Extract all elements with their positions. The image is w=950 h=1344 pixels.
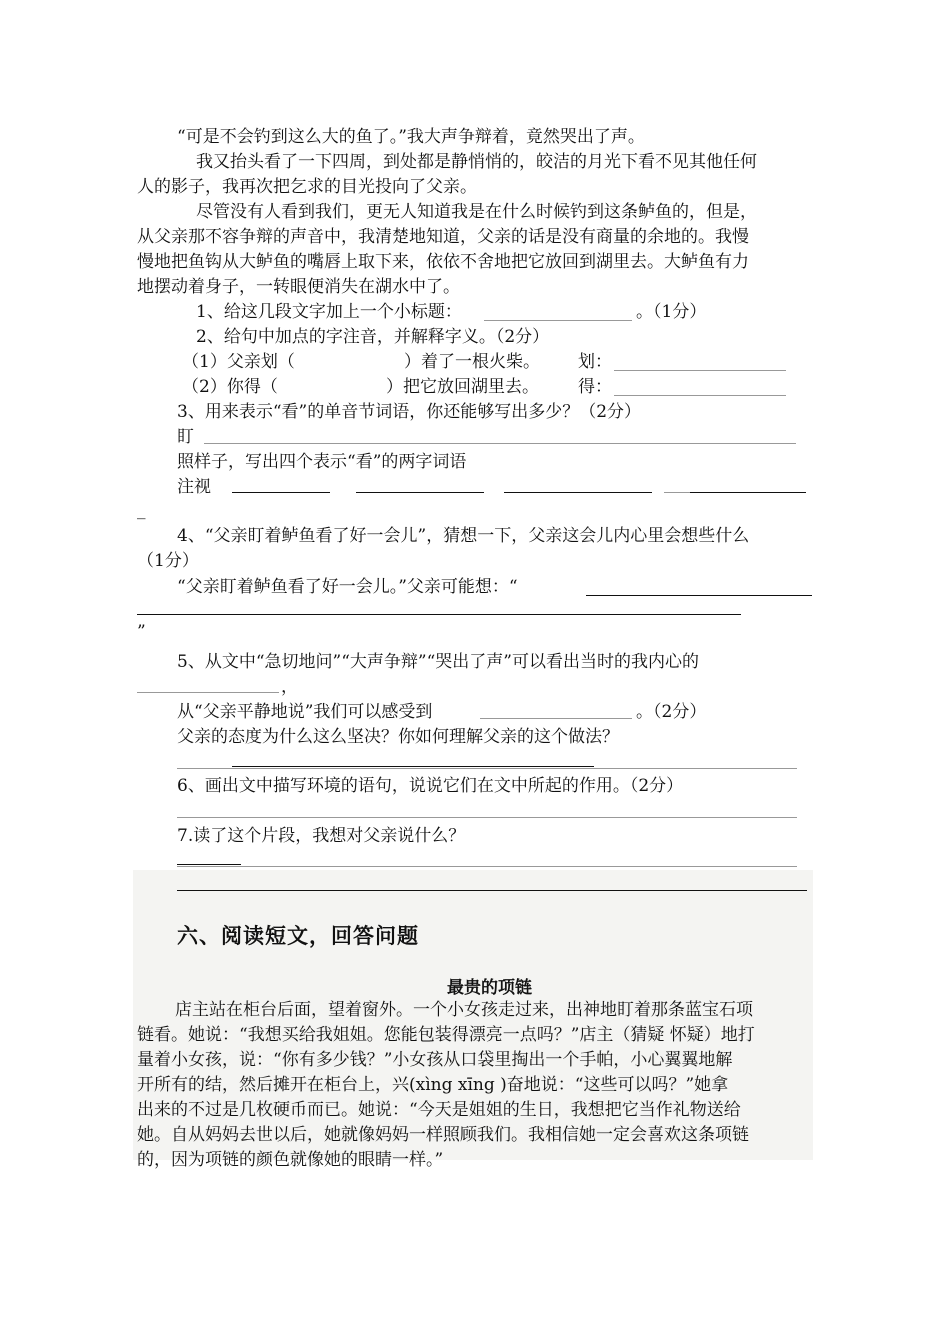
question-4: 4、“父亲盯着鲈鱼看了好一会儿”，猜想一下，父亲这会儿内心里会想些什么: [177, 526, 750, 546]
passage-line: 慢地把鱼钩从大鲈鱼的嘴唇上取下来，依依不舍地把它放回到湖里去。大鲈鱼有力: [137, 252, 749, 272]
answer-blank[interactable]: [480, 718, 632, 719]
answer-blank[interactable]: [586, 595, 812, 596]
question-5-b-score: 。（2分）: [636, 702, 707, 722]
answer-blank[interactable]: [614, 395, 786, 396]
answer-line-overlay: [232, 766, 594, 767]
answer-line[interactable]: [137, 614, 741, 615]
story-line: 开所有的结，然后摊开在柜台上，兴(xìng xīng )奋地说：“这些可以吗？”她拿: [137, 1075, 729, 1095]
question-4-quote: “父亲盯着鲈鱼看了好一会儿。”父亲可能想：“: [177, 577, 518, 597]
answer-blank[interactable]: [232, 492, 330, 493]
passage-line: “可是不会钓到这么大的鱼了。”我大声争辩着，竟然哭出了声。: [177, 127, 645, 147]
question-5: 5、从文中“急切地问”“大声争辩”“哭出了声”可以看出当时的我内心的: [177, 652, 699, 672]
question-3-b: 照样子，写出四个表示“看”的两字词语: [177, 452, 467, 472]
section-heading: 六、阅读短文，回答问题: [177, 924, 419, 948]
question-3: 3、用来表示“看”的单音节词语，你还能够写出多少？（2分）: [177, 402, 642, 422]
passage-line: 我又抬头看了一下四周，到处都是静悄悄的，皎洁的月光下看不见其他任何: [196, 152, 757, 172]
answer-line[interactable]: [177, 768, 797, 769]
question-7: 7.读了这个片段，我想对父亲说什么？: [177, 826, 466, 846]
question-5-c: 父亲的态度为什么这么坚决？你如何理解父亲的这个做法？: [177, 727, 619, 747]
story-line: 量着小女孩，说：“你有多少钱？”小女孩从口袋里掏出一个手帕，小心翼翼地解: [137, 1050, 733, 1070]
question-3-example-word: 注视: [177, 477, 211, 497]
answer-line-overlay: [177, 864, 241, 865]
answer-blank[interactable]: [137, 692, 279, 693]
question-2-1-c: 划：: [578, 352, 612, 372]
answer-blank[interactable]: [614, 370, 786, 371]
story-line: 出来的不过是几枚硬币而已。她说：“今天是姐姐的生日，我想把它当作礼物送给: [137, 1100, 741, 1120]
question-5-b: 从“父亲平静地说”我们可以感受到: [177, 702, 433, 722]
question-2: 2、给句中加点的字注音，并解释字义。（2分）: [196, 327, 550, 347]
question-1-score: 。（1分）: [636, 302, 707, 322]
question-4-score: （1分）: [137, 551, 199, 571]
question-1: 1、给这几段文字加上一个小标题：: [196, 302, 462, 322]
answer-blank[interactable]: [484, 320, 632, 321]
question-2-1-a: （1）父亲划（: [182, 352, 295, 372]
answer-blank[interactable]: [664, 492, 690, 493]
answer-line[interactable]: [177, 890, 807, 891]
story-line: 店主站在柜台后面，望着窗外。一个小女孩走过来，出神地盯着那条蓝宝石项: [175, 1000, 753, 1020]
story-line: 的，因为项链的颜色就像她的眼睛一样。”: [137, 1150, 444, 1170]
comma: ，: [281, 677, 298, 697]
question-2-1-b: ）着了一根火柴。: [404, 352, 540, 372]
quote-close: ”: [137, 622, 146, 642]
passage-line: 人的影子，我再次把乞求的目光投向了父亲。: [137, 177, 477, 197]
answer-blank[interactable]: [504, 492, 652, 493]
passage-line: 尽管没有人看到我们，更无人知道我是在什么时候钓到这条鲈鱼的，但是，: [196, 202, 757, 222]
answer-line[interactable]: [204, 443, 796, 444]
question-6: 6、画出文中描写环境的语句，说说它们在文中所起的作用。（2分）: [177, 776, 684, 796]
story-line: 她。自从妈妈去世以后，她就像妈妈一样照顾我们。我相信她一定会喜欢这条项链: [137, 1125, 749, 1145]
answer-blank[interactable]: [356, 492, 484, 493]
story-title: 最贵的项链: [447, 978, 532, 998]
passage-line: 地摆动着身子，一转眼便消失在湖水中了。: [137, 277, 460, 297]
question-2-2-c: 得：: [578, 377, 612, 397]
passage-line: 从父亲那不容争辩的声音中，我清楚地知道，父亲的话是没有商量的余地的。我慢: [137, 227, 749, 247]
answer-line[interactable]: [177, 866, 797, 867]
question-2-2-b: ）把它放回湖里去。: [386, 377, 539, 397]
dash-mark: _: [137, 500, 146, 520]
answer-blank[interactable]: [690, 492, 806, 493]
question-3-example-char: 盯: [177, 427, 194, 447]
answer-line[interactable]: [177, 817, 797, 818]
question-2-2-a: （2）你得（: [182, 377, 278, 397]
story-line: 链看。她说：“我想买给我姐姐。您能包装得漂亮一点吗？”店主（猜疑 怀疑）地打: [137, 1025, 755, 1045]
